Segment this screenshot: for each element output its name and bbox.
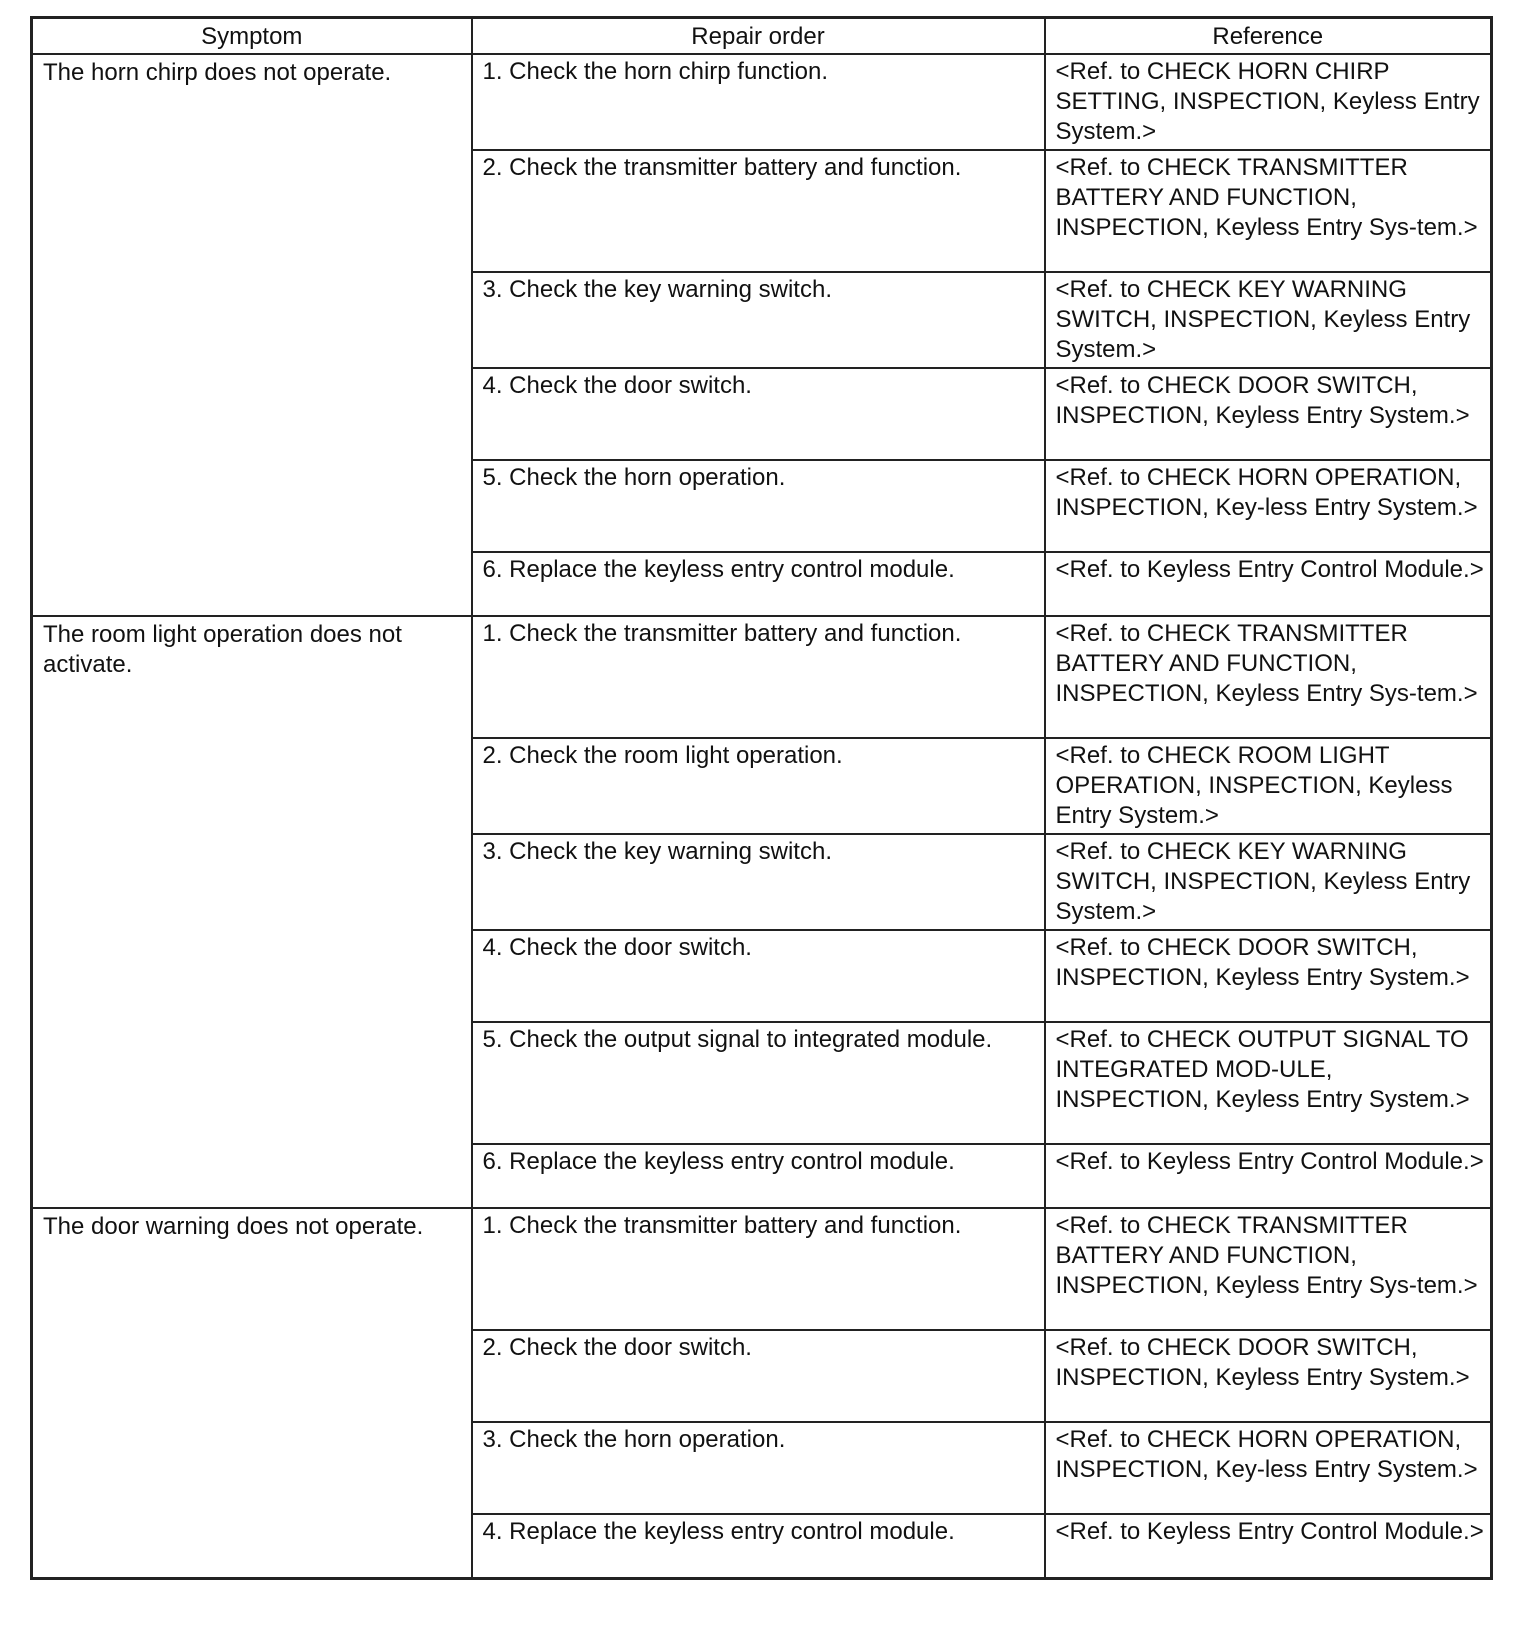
repair-order-cell: 2. Check the room light operation. — [472, 738, 1045, 834]
header-repair-order: Repair order — [472, 18, 1045, 55]
repair-order-cell: 6. Replace the keyless entry control module. — [472, 1144, 1045, 1208]
table-row — [32, 616, 1492, 738]
repair-order-cell: 3. Check the horn operation. — [472, 1422, 1045, 1514]
repair-order-cell: 4. Check the door switch. — [472, 930, 1045, 1022]
symptom-cell: The door warning does not operate. — [32, 1208, 472, 1578]
repair-order-cell: 6. Replace the keyless entry control module. — [472, 552, 1045, 616]
reference-cell: <Ref. to CHECK DOOR SWITCH, INSPECTION, Keyless Entry System.> — [1045, 368, 1492, 460]
reference-cell: <Ref. to CHECK HORN CHIRP SETTING, INSPECTION, Keyless Entry System.> — [1045, 54, 1492, 150]
reference-cell: <Ref. to CHECK KEY WARNING SWITCH, INSPECTION, Keyless Entry System.> — [1045, 834, 1492, 930]
reference-cell: <Ref. to CHECK DOOR SWITCH, INSPECTION, Keyless Entry System.> — [1045, 1330, 1492, 1422]
reference-cell: <Ref. to CHECK TRANSMITTER BATTERY AND FUNCTION, INSPECTION, Keyless Entry Sys-tem.> — [1045, 1208, 1492, 1330]
repair-order-cell: 4. Replace the keyless entry control module. — [472, 1514, 1045, 1578]
reference-cell: <Ref. to Keyless Entry Control Module.> — [1045, 1144, 1492, 1208]
repair-order-cell: 1. Check the transmitter battery and function. — [472, 1208, 1045, 1330]
repair-order-cell: 1. Check the horn chirp function. — [472, 54, 1045, 150]
repair-order-cell: 1. Check the transmitter battery and function. — [472, 616, 1045, 738]
repair-order-cell: 4. Check the door switch. — [472, 368, 1045, 460]
header-reference: Reference — [1045, 18, 1492, 55]
reference-cell: <Ref. to CHECK HORN OPERATION, INSPECTION, Key-less Entry System.> — [1045, 460, 1492, 552]
reference-cell: <Ref. to Keyless Entry Control Module.> — [1045, 1514, 1492, 1578]
repair-order-cell: 5. Check the horn operation. — [472, 460, 1045, 552]
troubleshooting-table — [30, 16, 1493, 1580]
header-row — [32, 18, 1492, 55]
symptom-cell: The horn chirp does not operate. — [32, 54, 472, 616]
repair-order-cell: 3. Check the key warning switch. — [472, 272, 1045, 368]
reference-cell: <Ref. to CHECK HORN OPERATION, INSPECTION, Key-less Entry System.> — [1045, 1422, 1492, 1514]
header-symptom: Symptom — [32, 18, 472, 55]
table-row — [32, 54, 1492, 150]
repair-order-cell: 2. Check the transmitter battery and function. — [472, 150, 1045, 272]
table-row — [32, 1208, 1492, 1330]
reference-cell: <Ref. to CHECK TRANSMITTER BATTERY AND FUNCTION, INSPECTION, Keyless Entry Sys-tem.> — [1045, 616, 1492, 738]
reference-cell: <Ref. to CHECK TRANSMITTER BATTERY AND FUNCTION, INSPECTION, Keyless Entry Sys-tem.> — [1045, 150, 1492, 272]
reference-cell: <Ref. to CHECK OUTPUT SIGNAL TO INTEGRATED MOD-ULE, INSPECTION, Keyless Entry System.> — [1045, 1022, 1492, 1144]
reference-cell: <Ref. to CHECK DOOR SWITCH, INSPECTION, Keyless Entry System.> — [1045, 930, 1492, 1022]
repair-order-cell: 5. Check the output signal to integrated module. — [472, 1022, 1045, 1144]
repair-order-cell: 3. Check the key warning switch. — [472, 834, 1045, 930]
reference-cell: <Ref. to Keyless Entry Control Module.> — [1045, 552, 1492, 616]
reference-cell: <Ref. to CHECK ROOM LIGHT OPERATION, INSPECTION, Keyless Entry System.> — [1045, 738, 1492, 834]
repair-order-cell: 2. Check the door switch. — [472, 1330, 1045, 1422]
reference-cell: <Ref. to CHECK KEY WARNING SWITCH, INSPECTION, Keyless Entry System.> — [1045, 272, 1492, 368]
symptom-cell: The room light operation does not activate. — [32, 616, 472, 1208]
